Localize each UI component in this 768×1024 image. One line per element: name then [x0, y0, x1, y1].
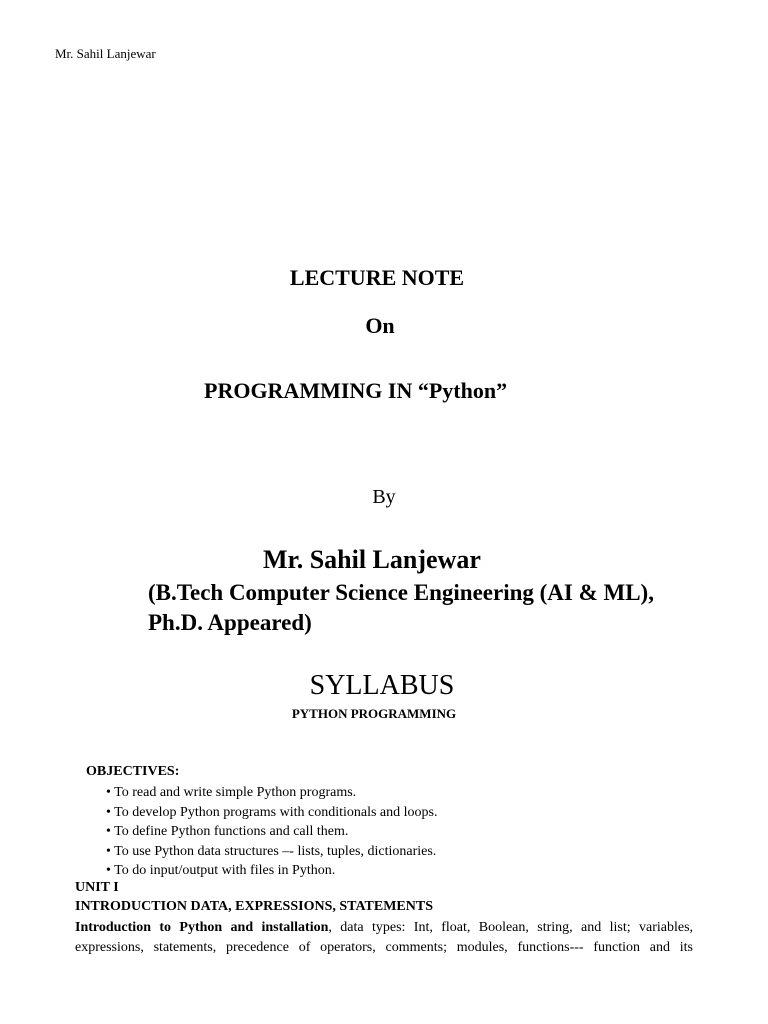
objective-item: • To use Python data structures –- lists, tuples, dictionaries.	[106, 843, 437, 859]
objective-item: • To read and write simple Python programs.	[106, 785, 357, 800]
author-name: Mr. Sahil Lanjewar	[263, 545, 481, 574]
unit-body-lead: Introduction to Python and installation	[75, 920, 329, 935]
title-on: On	[365, 313, 395, 338]
objective-item: • To develop Python programs with conditionals and loops.	[106, 804, 438, 820]
unit-body-line-2: expressions, statements, precedence of operators, comments; modules, functions--- function and its	[75, 939, 693, 955]
unit-body	[75, 918, 693, 957]
unit-label: UNIT I	[75, 880, 119, 895]
unit-title: INTRODUCTION DATA, EXPRESSIONS, STATEMENTS	[75, 899, 433, 914]
unit-body-line-1	[75, 918, 693, 938]
by-label: By	[372, 486, 396, 508]
objective-item: • To do input/output with files in Python.	[106, 863, 336, 878]
author-credentials-line-1: (B.Tech Computer Science Engineering (AI & ML),	[148, 580, 654, 605]
header-author: Mr. Sahil Lanjewar	[55, 46, 156, 61]
objective-item: • To define Python functions and call them.	[106, 824, 349, 839]
title-programming-in-python: PROGRAMMING IN “Python”	[204, 378, 508, 403]
title-lecture-note: LECTURE NOTE	[289, 265, 465, 290]
syllabus-heading: SYLLABUS	[309, 670, 455, 701]
syllabus-subheading: PYTHON PROGRAMMING	[291, 706, 457, 721]
objectives-heading: OBJECTIVES:	[86, 764, 180, 779]
objectives-list	[106, 783, 437, 881]
author-credentials-line-2: Ph.D. Appeared)	[148, 610, 312, 635]
unit-body-line-1-rest: , data types: Int, float, Boolean, string, and list; variables,	[328, 920, 694, 935]
